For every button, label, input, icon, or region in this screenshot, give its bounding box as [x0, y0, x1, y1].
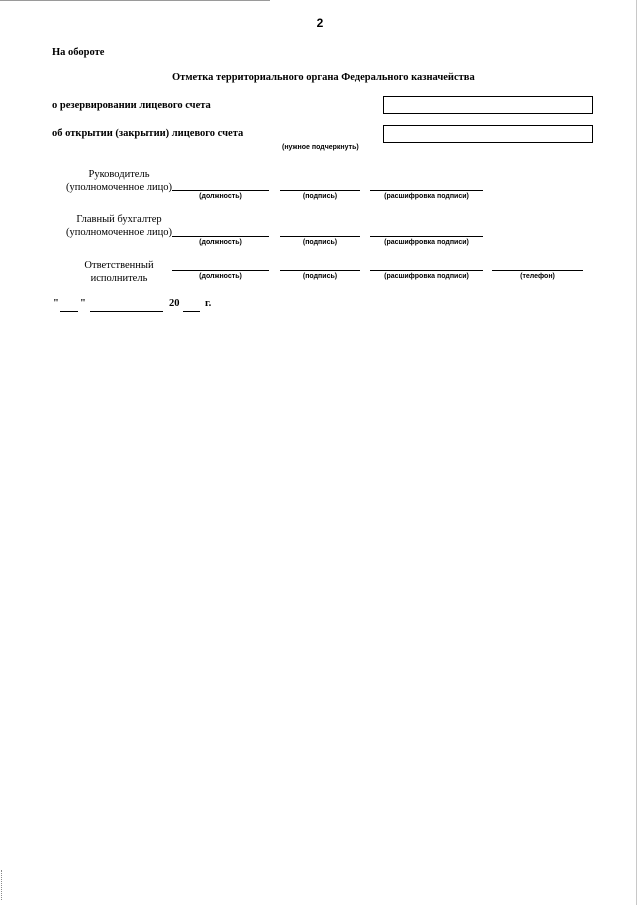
head-decoding-line[interactable]: [370, 190, 483, 191]
head-label-line1: Руководитель: [88, 169, 150, 180]
scan-edge-right: [636, 0, 637, 905]
accountant-decoding-line[interactable]: [370, 236, 483, 237]
executor-decoding-line[interactable]: [370, 270, 483, 271]
executor-phone-line[interactable]: [492, 270, 583, 271]
date-month-line[interactable]: [90, 311, 163, 312]
executor-decoding-caption: (расшифровка подписи): [384, 273, 469, 280]
heading-reverse: На обороте: [52, 47, 105, 58]
head-position-caption: (должность): [199, 193, 242, 200]
page-number: 2: [316, 16, 324, 30]
executor-signature-caption: (подпись): [302, 273, 338, 280]
underline-note: (нужное подчеркнуть): [282, 144, 359, 151]
executor-signature-line[interactable]: [280, 270, 360, 271]
date-close-quote: ": [80, 298, 86, 309]
executor-position-line[interactable]: [172, 270, 269, 271]
executor-position-caption: (должность): [199, 273, 242, 280]
scan-edge-left: [1, 870, 2, 900]
executor-label: [52, 259, 186, 285]
head-signature-line[interactable]: [280, 190, 360, 191]
accountant-position-line[interactable]: [172, 236, 269, 237]
open-close-box[interactable]: [383, 125, 593, 143]
accountant-signature-line[interactable]: [280, 236, 360, 237]
accountant-position-caption: (должность): [199, 239, 242, 246]
head-label-line2: (уполномоченное лицо): [65, 182, 173, 193]
reservation-label: о резервировании лицевого счета: [52, 100, 211, 111]
head-signature-caption: (подпись): [302, 193, 338, 200]
accountant-label-line2: (уполномоченное лицо): [65, 227, 173, 238]
head-decoding-caption: (расшифровка подписи): [384, 193, 469, 200]
executor-phone-caption: (телефон): [520, 273, 555, 280]
accountant-label: [52, 213, 186, 239]
executor-label-line1: Ответственный: [84, 260, 154, 271]
open-close-label: об открытии (закрытии) лицевого счета: [52, 128, 244, 139]
date-year-prefix: 20: [169, 298, 180, 309]
accountant-signature-caption: (подпись): [302, 239, 338, 246]
accountant-label-line1: Главный бухгалтер: [76, 214, 162, 225]
date-day-line[interactable]: [60, 311, 78, 312]
section-title: Отметка территориального органа Федерального казначейства: [172, 72, 475, 83]
date-year-suffix: г.: [205, 298, 212, 309]
date-year-line[interactable]: [183, 311, 200, 312]
head-label: [52, 168, 186, 194]
executor-label-line2: исполнитель: [90, 273, 148, 284]
head-position-line[interactable]: [172, 190, 269, 191]
scan-edge-top: [0, 0, 270, 1]
accountant-decoding-caption: (расшифровка подписи): [384, 239, 469, 246]
reservation-box[interactable]: [383, 96, 593, 114]
date-open-quote: ": [53, 298, 59, 309]
